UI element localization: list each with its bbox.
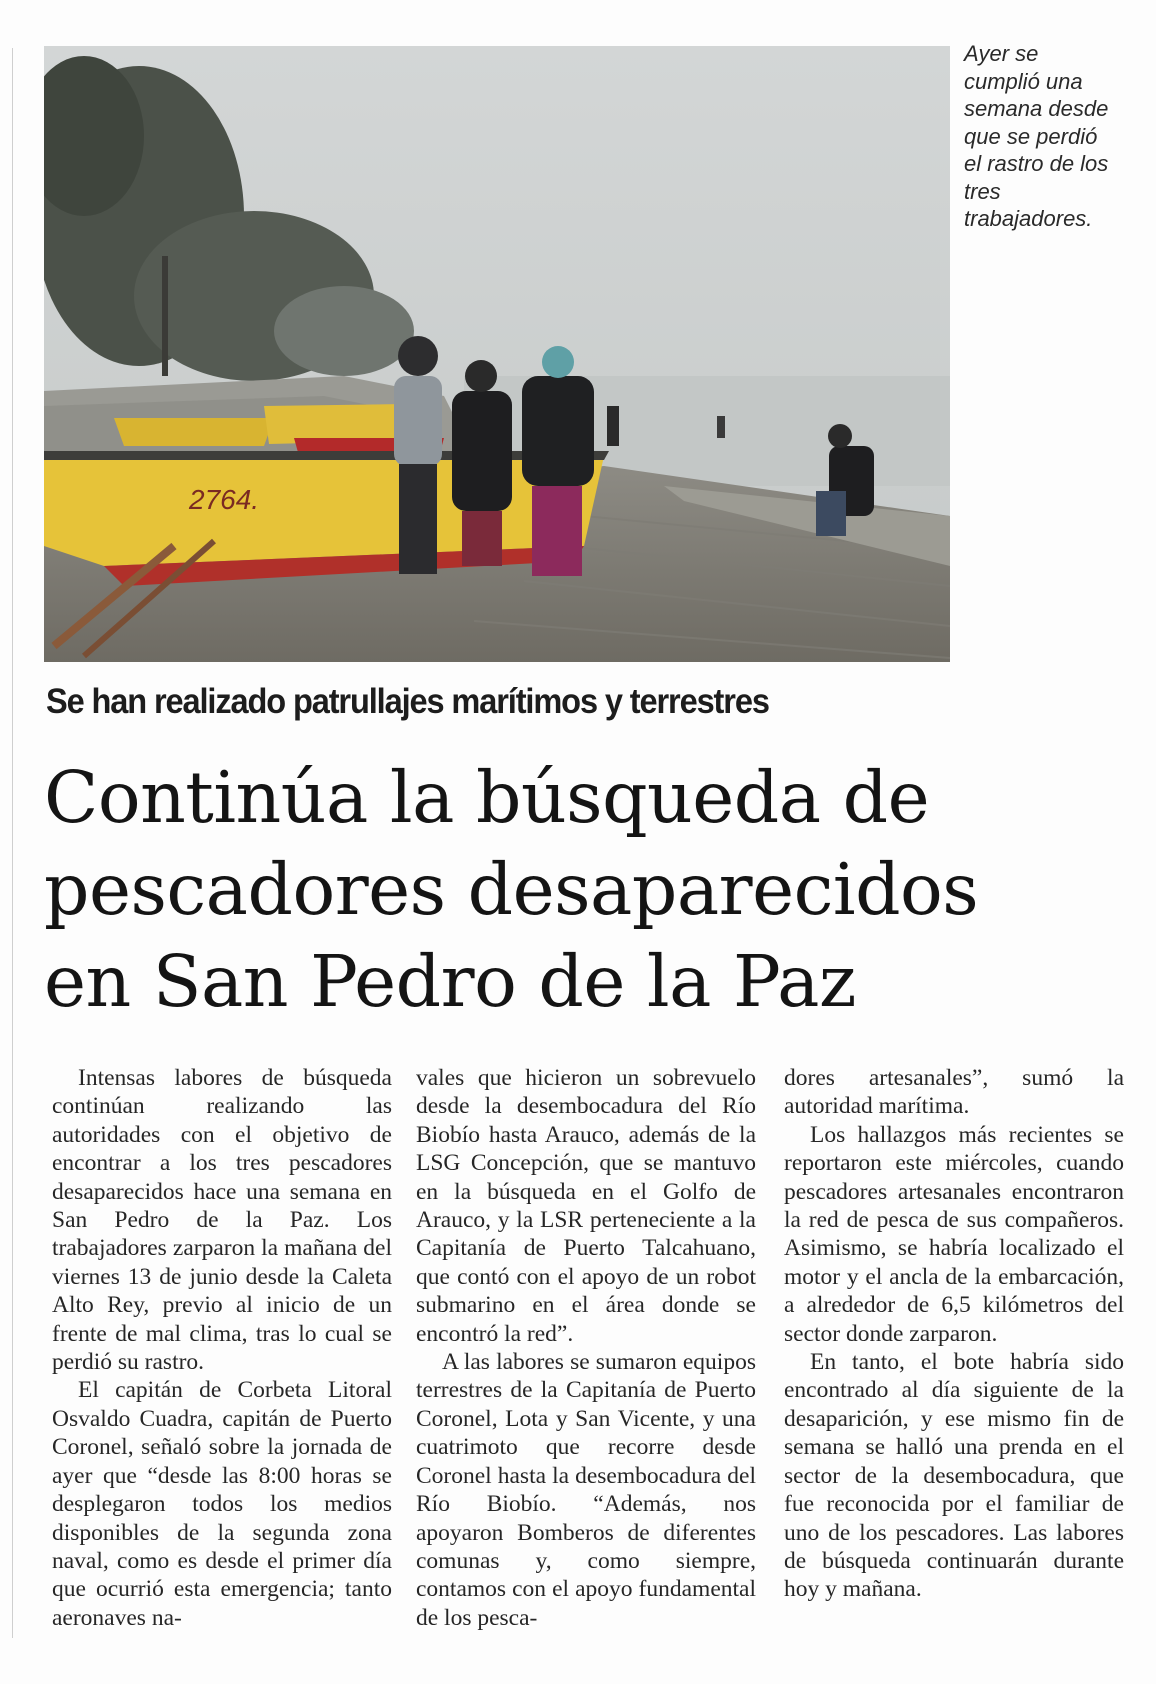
headline-line: pescadores desaparecidos bbox=[44, 848, 979, 931]
caption-line: trabajadores. bbox=[964, 206, 1093, 231]
headline-line: Continúa la búsqueda de bbox=[44, 756, 930, 839]
headline bbox=[44, 752, 1134, 1028]
body-paragraph: A las labores se sumaron equipos terrestres de la Capitanía de Puerto Coronel, Lota y San Vicente, y una cuatrimoto que recorre desde Coronel hasta la desembocadura del Río Biobío. “Además, nos apoyaron Bomberos de diferentes comunas y, como siempre, contamos con el apoyo fundamental de los pesca- bbox=[416, 1349, 756, 1631]
body-paragraph: En tanto, el bote habría sido encontrado al día siguiente de la desaparición, y ese mismo fin de semana se halló una prenda en el sector de la desembocadura, que fue reconocida por el familiar de uno de los pescadores. Las labores de búsqueda continuarán durante hoy y mañana. bbox=[784, 1349, 1124, 1603]
body-paragraph: El capitán de Corbeta Litoral Osvaldo Cuadra, capitán de Puerto Coronel, señaló sobre la jornada de ayer que “desde las 8:00 horas se desplegaron todos los medios disponibles de la segunda zona naval, como es desde el primer día que ocurrió esta emergencia; tanto aeronaves na- bbox=[52, 1377, 392, 1631]
body-column-3 bbox=[784, 1064, 1124, 1644]
body-column-1 bbox=[52, 1064, 392, 1644]
column-rule bbox=[12, 48, 13, 1638]
caption-line: semana desde bbox=[964, 96, 1109, 121]
body-column-2 bbox=[416, 1064, 756, 1644]
kicker-subheading: Se han realizado patrullajes marítimos y terrestres bbox=[46, 682, 769, 721]
body-paragraph: Intensas labores de búsqueda continúan realizando las autoridades con el objetivo de encontrar a los tres pescadores desaparecidos hace una semana en San Pedro de la Paz. Los trabajadores zarparon la mañana del viernes 13 de junio desde la Caleta Alto Rey, previo al inicio de un frente de mal clima, tras lo cual se perdió su rastro. bbox=[52, 1065, 392, 1376]
news-photo bbox=[44, 46, 950, 662]
body-paragraph: dores artesanales”, sumó la autoridad marítima. bbox=[784, 1065, 1124, 1120]
caption-line: cumplió una bbox=[964, 68, 1083, 94]
boat-number: 2764. bbox=[189, 484, 260, 515]
headline-line: en San Pedro de la Paz bbox=[44, 940, 856, 1023]
body-paragraph: Los hallazgos más recientes se reportaron este miércoles, cuando pescadores artesanales encontraron la red de pesca de sus compañeros. Asimismo, se habría localizado el motor y el ancla de la embarcación, a alrededor de 6,5 kilómetros del sector donde zarparon. bbox=[784, 1121, 1124, 1347]
caption-line: tres bbox=[964, 178, 1001, 204]
photo-caption bbox=[964, 40, 1124, 233]
caption-line: que se perdió bbox=[964, 123, 1098, 149]
caption-line: Ayer se bbox=[964, 41, 1039, 66]
body-paragraph: vales que hicieron un sobrevuelo desde la desembocadura del Río Biobío hasta Arauco, además de la LSG Concepción, que se mantuvo en la búsqueda en el Golfo de Arauco, y la LSR perteneciente a la Capitanía de Puerto Talcahuano, que contó con el apoyo de un robot submarino en el área donde se encontró la red”. bbox=[416, 1065, 756, 1347]
caption-line: el rastro de los bbox=[964, 151, 1109, 176]
article-body bbox=[52, 1064, 1124, 1644]
